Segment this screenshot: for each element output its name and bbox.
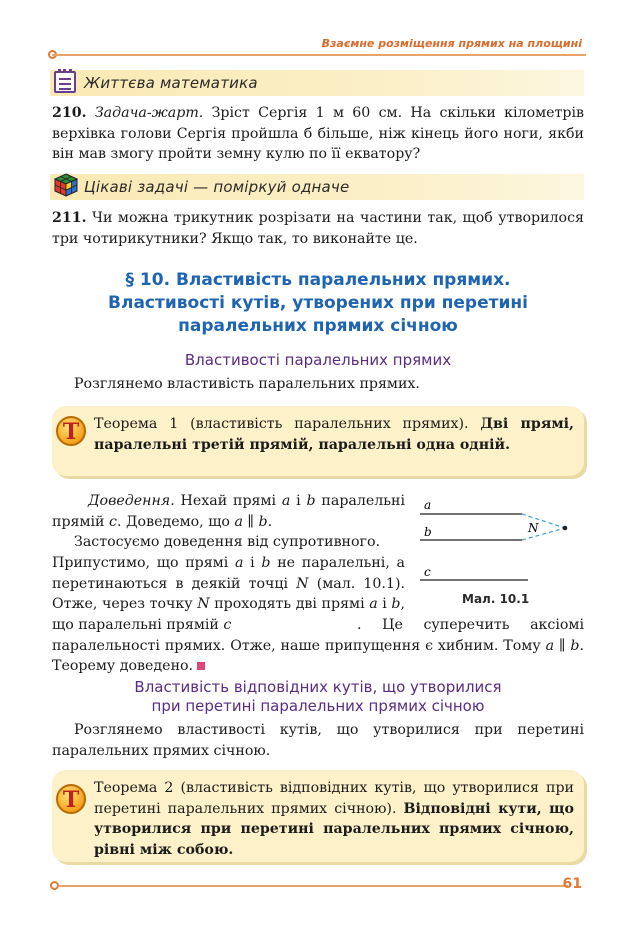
paragraph-title	[52, 269, 584, 338]
intro-paragraph: Розглянемо властивість паралельних прямих.	[74, 376, 420, 392]
problem-lead: Задача-жарт.	[94, 105, 204, 121]
subhead-parallel-property: Властивості паралельних прямих	[184, 351, 452, 369]
section-title: Життєва математика	[84, 74, 258, 92]
rubik-cube-icon	[53, 172, 79, 198]
page-number: 61	[562, 876, 582, 892]
label-b: b	[424, 525, 432, 539]
proof-paragraph-3b: . Це суперечить аксіомі паралельності прямих. Отже, наше припущення є хибним. Тому a ∥ b. Теорему доведено.	[52, 617, 584, 674]
proof-paragraph-3a: Припустимо, що прямі a і b не паралельні, а перетинаються в деякій точці N (мал. 10.1). Отже, через точку N проходять дві прямі a і b, що паралельні прямій c	[52, 555, 406, 633]
problem-text: Зріст Сергія 1 м 60 см. На скільки кілометрів верхівка голови Сергія пройшла б більше, ніж кінець його ноги, якби він мав змогу пройти земну кулю по її екватору?	[52, 105, 584, 162]
theorem-2-box	[52, 770, 584, 862]
theorem-2-text	[94, 778, 574, 860]
theorem-1-box	[52, 406, 584, 476]
section-bar-life-math	[50, 70, 584, 96]
paragraph-title-line: § 10. Властивість паралельних прямих.	[125, 270, 511, 290]
theorem-title: Теорема 1 (властивість паралельних прямих).	[94, 416, 469, 432]
intro-paragraph-2: Розглянемо властивості кутів, що утворилися при перетині паралельних прямих січною.	[52, 722, 584, 759]
subhead-corresponding-angles: Властивість відповідних кутів, що утворилися при перетині паралельних прямих січною	[134, 678, 502, 715]
proof-lead: Доведення.	[88, 493, 175, 509]
problem-number: 210.	[52, 105, 87, 121]
label-a: a	[424, 498, 432, 512]
figure-10-1	[412, 494, 572, 606]
problem-text: Чи можна трикутник розрізати на частини так, щоб утворилося три чотирикутники? Якщо так, то виконайте це.	[52, 210, 584, 247]
figure-caption: Мал. 10.1	[462, 592, 530, 606]
label-N: N	[528, 521, 539, 535]
notebook-icon	[54, 71, 76, 93]
paragraph-title-line: Властивості кутів, утворених при перетині	[108, 293, 528, 313]
theorem-title: Теорема 2 (властивість відповідних кутів, що утворилися при перетині паралельних прямих січною).	[94, 780, 574, 817]
theorem-t-icon: T	[56, 416, 86, 446]
problem-number: 211.	[52, 210, 87, 226]
running-header: Взаємне розміщення прямих на площині	[321, 37, 582, 50]
header-rule	[52, 54, 586, 56]
paragraph-title-line: паралельних прямих січною	[178, 316, 458, 336]
proof-paragraph-1: Доведення. Нехай прямі a і b паралельні прямій c. Доведемо, що a ∥ b.	[52, 493, 406, 530]
section-title: Цікаві задачі — поміркуй одначе	[84, 178, 350, 196]
problem-210	[52, 103, 584, 165]
theorem-1-text	[94, 414, 574, 455]
theorem-statement: Дві прямі, паралельні третій прямій, паралельні одна одній.	[94, 416, 574, 453]
point-N	[563, 526, 568, 531]
footer-rule	[58, 885, 568, 887]
theorem-t-icon: T	[56, 784, 86, 814]
label-c: c	[424, 565, 431, 579]
proof-paragraph-2: Застосуємо доведення від супротивного.	[74, 534, 381, 550]
theorem-statement: Відповідні кути, що утворилися при перетині паралельних прямих січною, рівні між собою.	[94, 800, 574, 858]
problem-211	[52, 208, 584, 249]
end-of-proof-square-icon	[197, 662, 205, 670]
section-bar-interesting	[50, 174, 584, 200]
